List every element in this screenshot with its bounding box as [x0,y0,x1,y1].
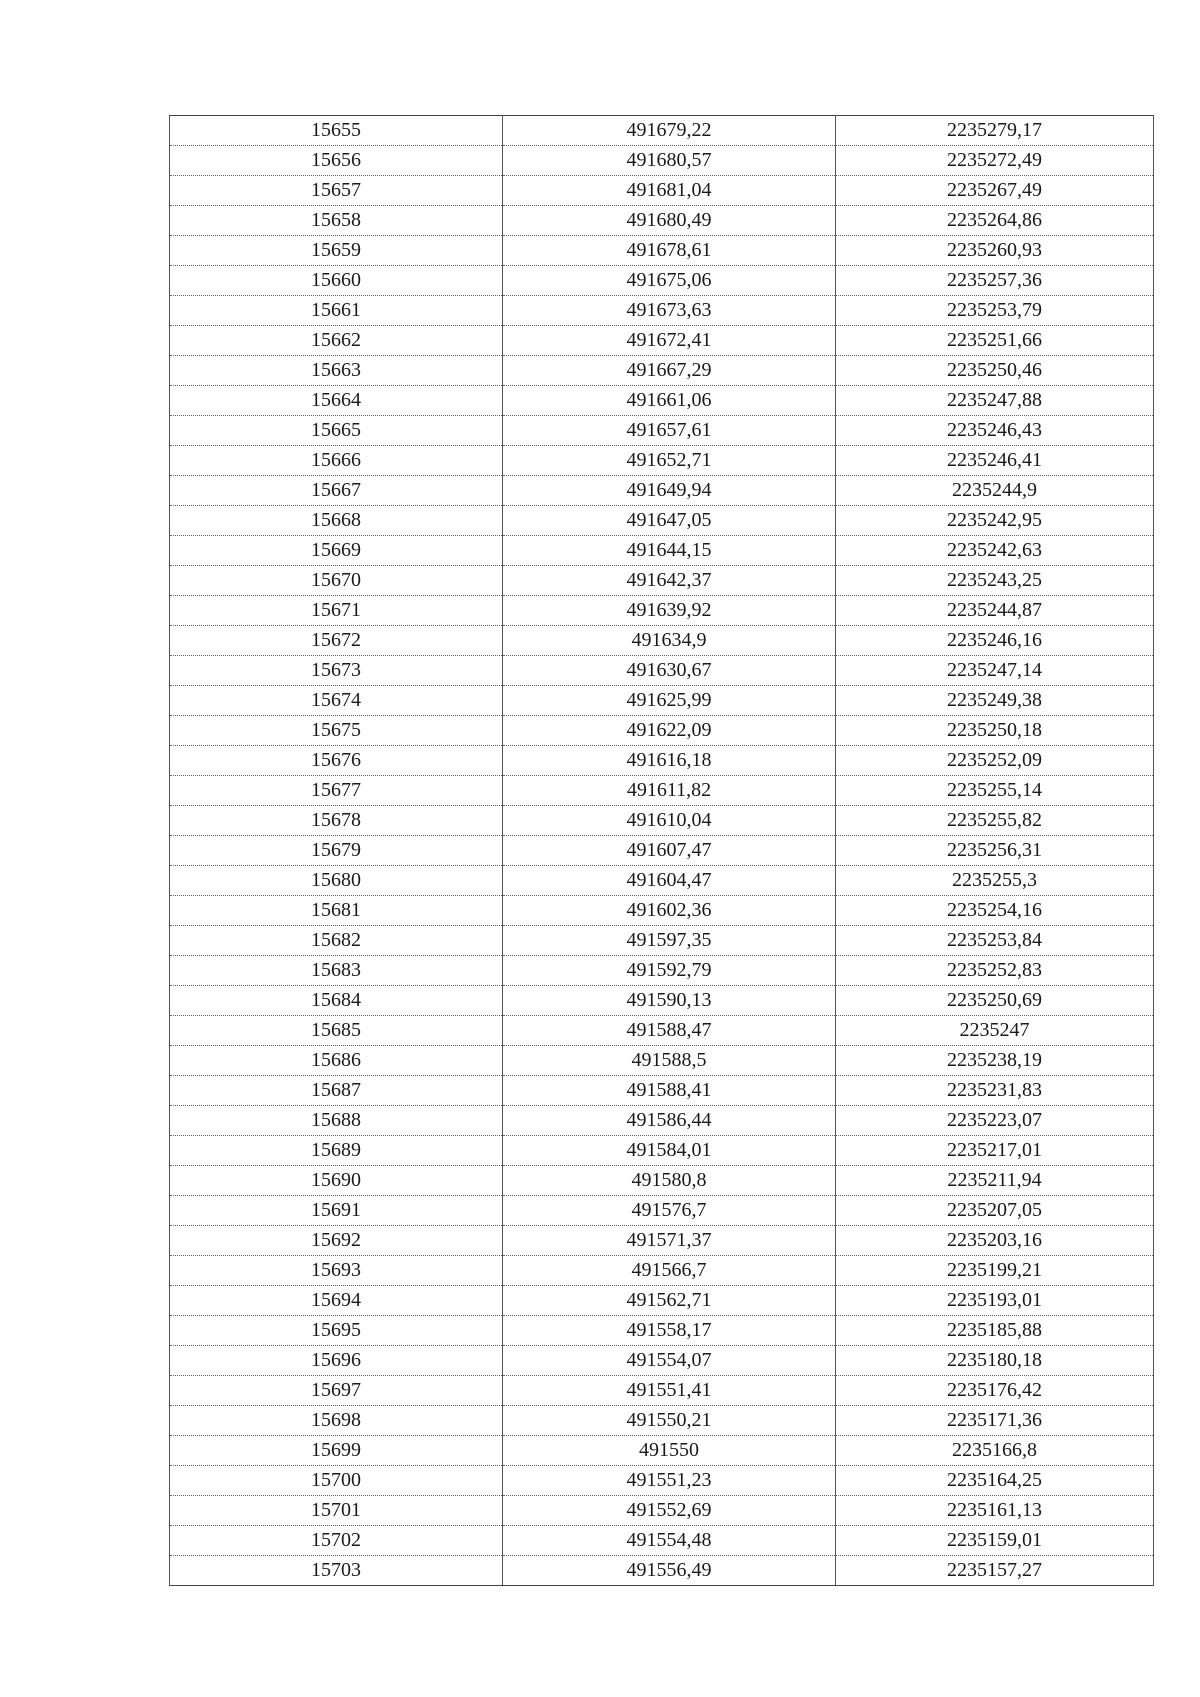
x-coordinate-cell: 491661,06 [503,386,836,416]
x-coordinate-cell: 491639,92 [503,596,836,626]
point-number-cell: 15657 [170,176,503,206]
table-row [170,716,1154,746]
point-number-cell: 15694 [170,1286,503,1316]
x-coordinate-cell: 491550,21 [503,1406,836,1436]
x-coordinate-cell: 491678,61 [503,236,836,266]
x-coordinate-cell: 491672,41 [503,326,836,356]
y-coordinate-cell: 2235272,49 [836,146,1154,176]
x-coordinate-cell: 491576,7 [503,1196,836,1226]
y-coordinate-cell: 2235199,21 [836,1256,1154,1286]
point-number-cell: 15665 [170,416,503,446]
y-coordinate-cell: 2235247,14 [836,656,1154,686]
x-coordinate-cell: 491667,29 [503,356,836,386]
point-number-cell: 15660 [170,266,503,296]
table-row [170,746,1154,776]
x-coordinate-cell: 491571,37 [503,1226,836,1256]
y-coordinate-cell: 2235185,88 [836,1316,1154,1346]
point-number-cell: 15697 [170,1376,503,1406]
x-coordinate-cell: 491604,47 [503,866,836,896]
coordinates-table [169,115,1154,1586]
x-coordinate-cell: 491588,5 [503,1046,836,1076]
y-coordinate-cell: 2235246,16 [836,626,1154,656]
y-coordinate-cell: 2235244,9 [836,476,1154,506]
table-row [170,1406,1154,1436]
x-coordinate-cell: 491610,04 [503,806,836,836]
point-number-cell: 15673 [170,656,503,686]
x-coordinate-cell: 491566,7 [503,1256,836,1286]
y-coordinate-cell: 2235246,41 [836,446,1154,476]
point-number-cell: 15699 [170,1436,503,1466]
y-coordinate-cell: 2235164,25 [836,1466,1154,1496]
x-coordinate-cell: 491588,41 [503,1076,836,1106]
point-number-cell: 15680 [170,866,503,896]
y-coordinate-cell: 2235247,88 [836,386,1154,416]
y-coordinate-cell: 2235250,69 [836,986,1154,1016]
x-coordinate-cell: 491657,61 [503,416,836,446]
point-number-cell: 15679 [170,836,503,866]
table-row [170,686,1154,716]
table-row [170,1166,1154,1196]
table-row [170,266,1154,296]
point-number-cell: 15682 [170,926,503,956]
point-number-cell: 15683 [170,956,503,986]
point-number-cell: 15691 [170,1196,503,1226]
x-coordinate-cell: 491580,8 [503,1166,836,1196]
y-coordinate-cell: 2235254,16 [836,896,1154,926]
x-coordinate-cell: 491584,01 [503,1136,836,1166]
point-number-cell: 15698 [170,1406,503,1436]
table-row [170,1076,1154,1106]
x-coordinate-cell: 491647,05 [503,506,836,536]
x-coordinate-cell: 491644,15 [503,536,836,566]
y-coordinate-cell: 2235260,93 [836,236,1154,266]
y-coordinate-cell: 2235244,87 [836,596,1154,626]
table-row [170,1136,1154,1166]
table-row [170,536,1154,566]
y-coordinate-cell: 2235242,95 [836,506,1154,536]
table-row [170,1106,1154,1136]
y-coordinate-cell: 2235257,36 [836,266,1154,296]
y-coordinate-cell: 2235180,18 [836,1346,1154,1376]
table-row [170,626,1154,656]
point-number-cell: 15700 [170,1466,503,1496]
y-coordinate-cell: 2235255,14 [836,776,1154,806]
x-coordinate-cell: 491552,69 [503,1496,836,1526]
point-number-cell: 15693 [170,1256,503,1286]
y-coordinate-cell: 2235256,31 [836,836,1154,866]
point-number-cell: 15661 [170,296,503,326]
y-coordinate-cell: 2235238,19 [836,1046,1154,1076]
point-number-cell: 15701 [170,1496,503,1526]
y-coordinate-cell: 2235267,49 [836,176,1154,206]
table-row [170,176,1154,206]
table-row [170,1556,1154,1586]
x-coordinate-cell: 491680,49 [503,206,836,236]
y-coordinate-cell: 2235279,17 [836,116,1154,146]
point-number-cell: 15667 [170,476,503,506]
y-coordinate-cell: 2235264,86 [836,206,1154,236]
table-row [170,1196,1154,1226]
y-coordinate-cell: 2235161,13 [836,1496,1154,1526]
x-coordinate-cell: 491649,94 [503,476,836,506]
table-row [170,1316,1154,1346]
table-row [170,836,1154,866]
x-coordinate-cell: 491592,79 [503,956,836,986]
y-coordinate-cell: 2235249,38 [836,686,1154,716]
x-coordinate-cell: 491611,82 [503,776,836,806]
table-row [170,656,1154,686]
point-number-cell: 15658 [170,206,503,236]
y-coordinate-cell: 2235176,42 [836,1376,1154,1406]
x-coordinate-cell: 491558,17 [503,1316,836,1346]
y-coordinate-cell: 2235252,83 [836,956,1154,986]
point-number-cell: 15681 [170,896,503,926]
x-coordinate-cell: 491675,06 [503,266,836,296]
y-coordinate-cell: 2235251,66 [836,326,1154,356]
point-number-cell: 15687 [170,1076,503,1106]
y-coordinate-cell: 2235253,84 [836,926,1154,956]
y-coordinate-cell: 2235253,79 [836,296,1154,326]
table-row [170,566,1154,596]
point-number-cell: 15676 [170,746,503,776]
point-number-cell: 15672 [170,626,503,656]
table-row [170,1046,1154,1076]
point-number-cell: 15664 [170,386,503,416]
point-number-cell: 15659 [170,236,503,266]
x-coordinate-cell: 491590,13 [503,986,836,1016]
x-coordinate-cell: 491652,71 [503,446,836,476]
y-coordinate-cell: 2235193,01 [836,1286,1154,1316]
y-coordinate-cell: 2235231,83 [836,1076,1154,1106]
y-coordinate-cell: 2235207,05 [836,1196,1154,1226]
table-row [170,1466,1154,1496]
point-number-cell: 15678 [170,806,503,836]
x-coordinate-cell: 491607,47 [503,836,836,866]
y-coordinate-cell: 2235166,8 [836,1436,1154,1466]
x-coordinate-cell: 491673,63 [503,296,836,326]
point-number-cell: 15684 [170,986,503,1016]
table-row [170,806,1154,836]
table-row [170,146,1154,176]
x-coordinate-cell: 491634,9 [503,626,836,656]
y-coordinate-cell: 2235255,82 [836,806,1154,836]
x-coordinate-cell: 491630,67 [503,656,836,686]
table-row [170,866,1154,896]
point-number-cell: 15674 [170,686,503,716]
point-number-cell: 15686 [170,1046,503,1076]
point-number-cell: 15688 [170,1106,503,1136]
point-number-cell: 15703 [170,1556,503,1586]
x-coordinate-cell: 491562,71 [503,1286,836,1316]
table-row [170,926,1154,956]
table-row [170,326,1154,356]
table-row [170,1256,1154,1286]
table-row [170,416,1154,446]
table-row [170,476,1154,506]
table-row [170,776,1154,806]
table-row [170,1346,1154,1376]
point-number-cell: 15662 [170,326,503,356]
table-row [170,896,1154,926]
y-coordinate-cell: 2235157,27 [836,1556,1154,1586]
x-coordinate-cell: 491597,35 [503,926,836,956]
table-row [170,1286,1154,1316]
table-row [170,1496,1154,1526]
table-row [170,296,1154,326]
y-coordinate-cell: 2235243,25 [836,566,1154,596]
table-row [170,1436,1154,1466]
x-coordinate-cell: 491681,04 [503,176,836,206]
x-coordinate-cell: 491680,57 [503,146,836,176]
y-coordinate-cell: 2235211,94 [836,1166,1154,1196]
point-number-cell: 15666 [170,446,503,476]
y-coordinate-cell: 2235242,63 [836,536,1154,566]
y-coordinate-cell: 2235223,07 [836,1106,1154,1136]
table-row [170,116,1154,146]
y-coordinate-cell: 2235159,01 [836,1526,1154,1556]
y-coordinate-cell: 2235252,09 [836,746,1154,776]
point-number-cell: 15655 [170,116,503,146]
table-row [170,446,1154,476]
x-coordinate-cell: 491602,36 [503,896,836,926]
x-coordinate-cell: 491588,47 [503,1016,836,1046]
y-coordinate-cell: 2235246,43 [836,416,1154,446]
table-row [170,386,1154,416]
x-coordinate-cell: 491550 [503,1436,836,1466]
table-row [170,1016,1154,1046]
coordinates-table-body [170,116,1154,1586]
point-number-cell: 15663 [170,356,503,386]
table-row [170,956,1154,986]
point-number-cell: 15696 [170,1346,503,1376]
point-number-cell: 15670 [170,566,503,596]
table-row [170,1226,1154,1256]
x-coordinate-cell: 491679,22 [503,116,836,146]
table-row [170,506,1154,536]
point-number-cell: 15702 [170,1526,503,1556]
x-coordinate-cell: 491551,41 [503,1376,836,1406]
y-coordinate-cell: 2235250,18 [836,716,1154,746]
point-number-cell: 15669 [170,536,503,566]
x-coordinate-cell: 491642,37 [503,566,836,596]
table-row [170,236,1154,266]
point-number-cell: 15685 [170,1016,503,1046]
table-row [170,1376,1154,1406]
table-row [170,206,1154,236]
point-number-cell: 15675 [170,716,503,746]
y-coordinate-cell: 2235203,16 [836,1226,1154,1256]
point-number-cell: 15690 [170,1166,503,1196]
x-coordinate-cell: 491554,07 [503,1346,836,1376]
y-coordinate-cell: 2235171,36 [836,1406,1154,1436]
point-number-cell: 15671 [170,596,503,626]
x-coordinate-cell: 491586,44 [503,1106,836,1136]
y-coordinate-cell: 2235247 [836,1016,1154,1046]
point-number-cell: 15668 [170,506,503,536]
point-number-cell: 15656 [170,146,503,176]
point-number-cell: 15677 [170,776,503,806]
table-row [170,1526,1154,1556]
x-coordinate-cell: 491554,48 [503,1526,836,1556]
point-number-cell: 15695 [170,1316,503,1346]
x-coordinate-cell: 491556,49 [503,1556,836,1586]
y-coordinate-cell: 2235250,46 [836,356,1154,386]
x-coordinate-cell: 491616,18 [503,746,836,776]
y-coordinate-cell: 2235255,3 [836,866,1154,896]
x-coordinate-cell: 491551,23 [503,1466,836,1496]
table-row [170,986,1154,1016]
table-row [170,596,1154,626]
x-coordinate-cell: 491622,09 [503,716,836,746]
table-row [170,356,1154,386]
x-coordinate-cell: 491625,99 [503,686,836,716]
point-number-cell: 15689 [170,1136,503,1166]
point-number-cell: 15692 [170,1226,503,1256]
y-coordinate-cell: 2235217,01 [836,1136,1154,1166]
